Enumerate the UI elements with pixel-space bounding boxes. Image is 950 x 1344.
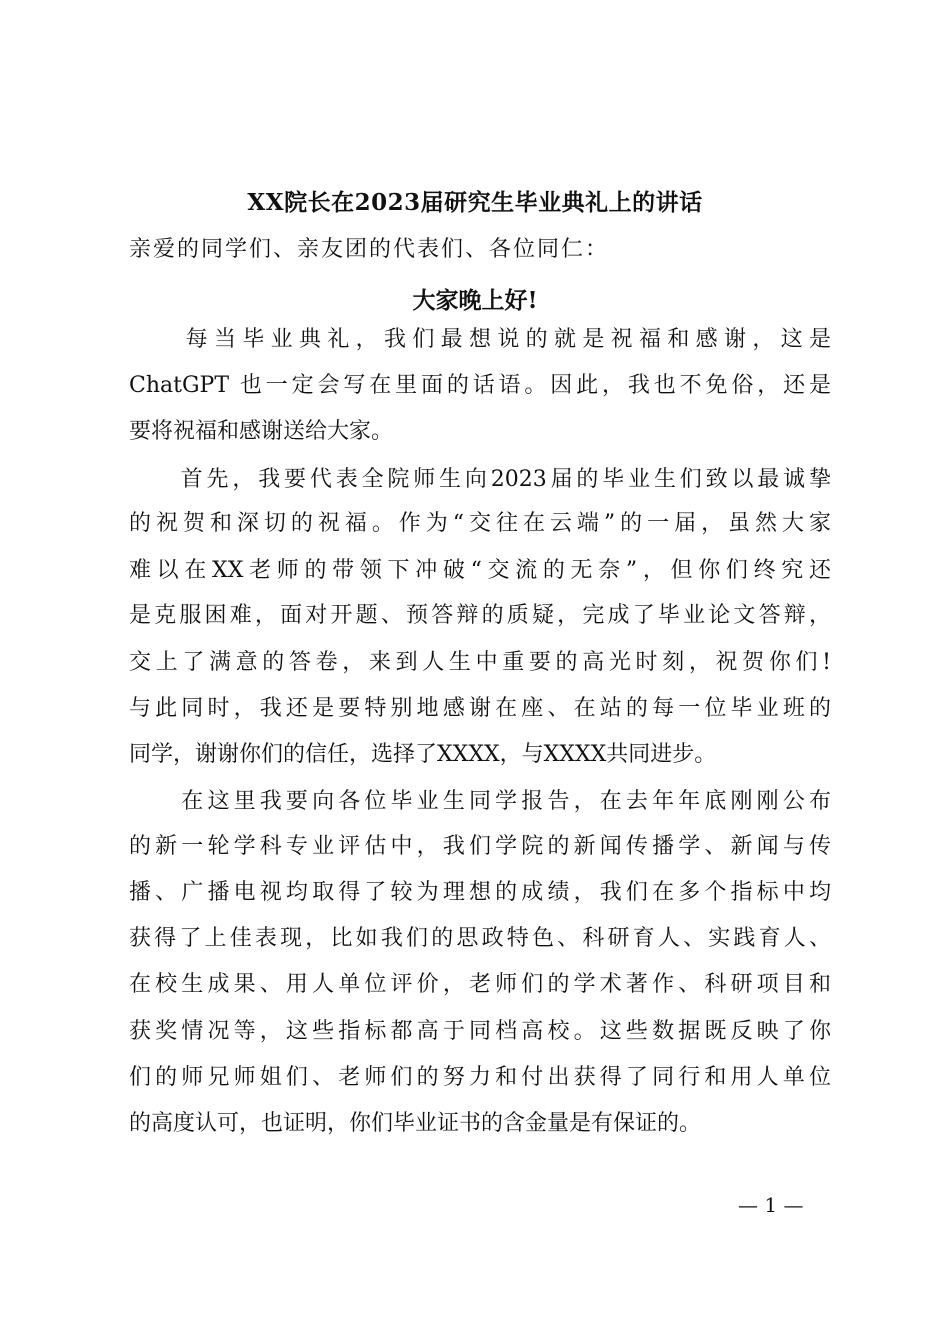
body-line: 的新一轮学科专业评估中，我们学院的新闻传播学、新闻与传 [129, 834, 831, 859]
body-line: 同学，谢谢你们的信任，选择了XXXX，与XXXX共同进步。 [129, 742, 717, 767]
body-line: 在校生成果、用人单位评价，老师们的学术著作、科研项目和 [129, 972, 831, 997]
body-line: 在这里我要向各位毕业生同学报告，在去年年底刚刚公布 [129, 789, 831, 814]
body-line: 要将祝福和感谢送给大家。 [129, 419, 394, 444]
body-line: 难以在XX老师的带领下冲破“交流的无奈”，但你们终究还 [129, 558, 831, 583]
body-line: 的高度认可，也证明，你们毕业证书的含金量是有保证的。 [129, 1111, 702, 1136]
greeting-line: 大家晚上好! [412, 287, 538, 314]
body-line: ChatGPT 也一定会写在里面的话语。因此，我也不免俗，还是 [129, 373, 831, 398]
body-line: 获奖情况等，这些指标都高于同档高校。这些数据既反映了你 [129, 1019, 831, 1044]
body-line: 获得了上佳表现，比如我们的思政特色、科研育人、实践育人、 [129, 926, 831, 951]
body-line: 们的师兄师姐们、老师们的努力和付出获得了同行和用人单位 [129, 1065, 831, 1090]
body-line: 首先，我要代表全院师生向2023届的毕业生们致以最诚挚 [129, 467, 831, 492]
body-line: 的祝贺和深切的祝福。作为“交往在云端”的一届，虽然大家 [129, 511, 831, 536]
body-line: 是克服困难，面对开题、预答辩的质疑，完成了毕业论文答辩， [129, 603, 831, 628]
body-line: 播、广播电视均取得了较为理想的成绩，我们在多个指标中均 [129, 880, 831, 905]
speech-title: XX院长在2023届研究生毕业典礼上的讲话 [247, 189, 703, 216]
body-line: 每当毕业典礼，我们最想说的就是祝福和感谢，这是 [129, 327, 831, 352]
body-line: 交上了满意的答卷，来到人生中重要的高光时刻，祝贺你们! [129, 650, 831, 675]
page-number: — 1 — [738, 1193, 804, 1217]
salutation-line: 亲爱的同学们、亲友团的代表们、各位同仁： [129, 237, 610, 262]
body-line: 与此同时，我还是要特别地感谢在座、在站的每一位毕业班的 [129, 696, 831, 721]
